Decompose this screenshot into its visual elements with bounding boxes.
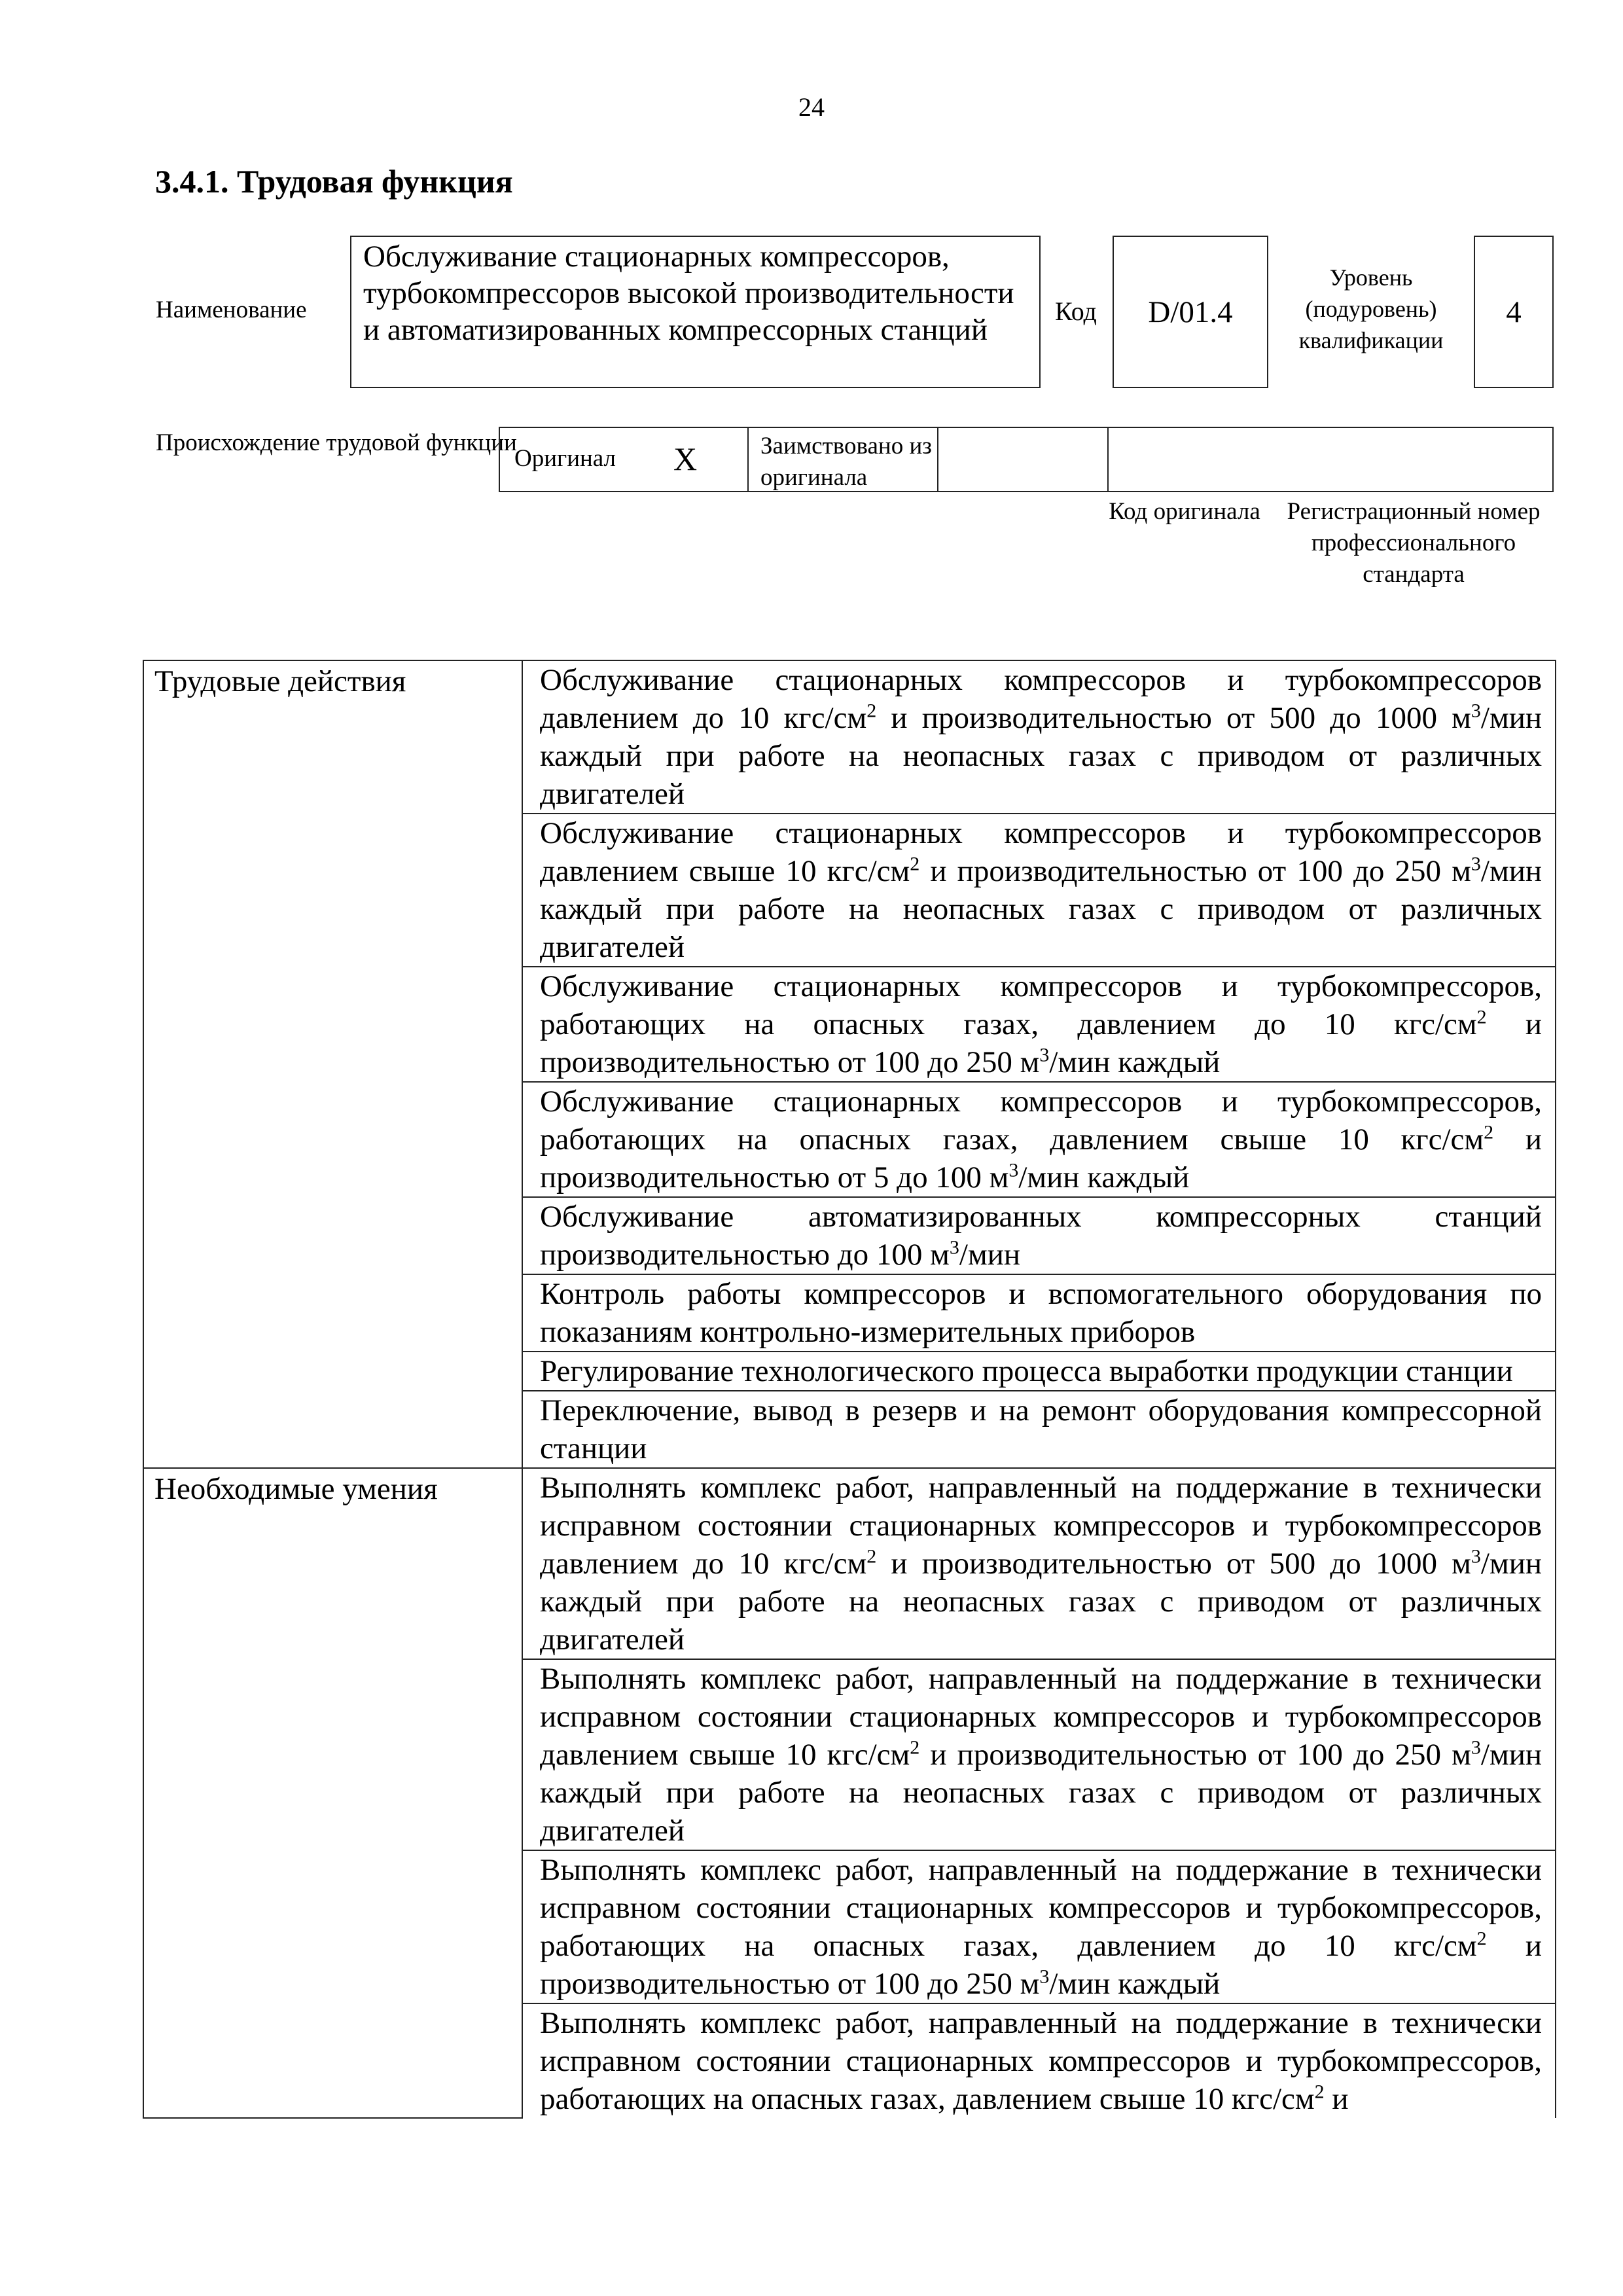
- skill-item: Выполнять комплекс работ, направленный на поддержание в технически исправном состоянии стационарных компрессоров и турбокомпрессоров, работающих на опасных газах, давлением свыше 10 кгс/$см^2$ и: [522, 2003, 1556, 2118]
- code-value: D/01.4: [1113, 236, 1268, 388]
- origin-original-cell: [500, 428, 749, 491]
- function-name-box: Обслуживание стационарных компрессоров, турбокомпрессоров высокой производительности и автоматизированных компрессорных станций: [350, 236, 1041, 388]
- labor-action-item: Регулирование технологического процесса выработки продукции станции: [522, 1352, 1556, 1391]
- level-value: 4: [1474, 236, 1554, 388]
- section-title: 3.4.1. Трудовая функция: [155, 163, 513, 200]
- name-label: Наименование: [156, 296, 307, 323]
- caption-reg-number: Регистрационный номер профессионального стандарта: [1287, 498, 1541, 588]
- origin-borrowed-cell: Заимствовано из оригинала: [749, 428, 938, 491]
- skill-item: Выполнять комплекс работ, направленный на поддержание в технически исправном состоянии стационарных компрессоров и турбокомпрессоров давлением до 10 кгс/$см^2$ и производительностью от 500 до 1000 $м^3$/мин каждый при работе на неопасных газах с приводом от различных двигателей: [522, 1468, 1556, 1659]
- origin-mark: X: [673, 440, 698, 477]
- reg-number-cell: [1109, 428, 1554, 491]
- skills-header: Необходимые умения: [143, 1468, 522, 2118]
- labor-action-item: Контроль работы компрессоров и вспомогательного оборудования по показаниям контрольно-измерительных приборов: [522, 1274, 1556, 1352]
- code-label: Код: [1055, 296, 1097, 326]
- origin-original-label: Оригинал: [514, 445, 616, 472]
- origin-table: [499, 427, 1554, 492]
- level-label: Уровень (подуровень) квалификации: [1298, 264, 1444, 353]
- original-code-cell: [938, 428, 1109, 491]
- table-row: [143, 1468, 1556, 1659]
- labor-actions-header: Трудовые действия: [143, 660, 522, 1468]
- labor-action-item: Обслуживание стационарных компрессоров и турбокомпрессоров, работающих на опасных газах, давлением свыше 10 кгс/$см^2$ и производительностью от 5 до 100 $м^3$/мин каждый: [522, 1082, 1556, 1197]
- labor-action-item: Обслуживание стационарных компрессоров и турбокомпрессоров давлением свыше 10 кгс/$см^2$ и производительностью от 100 до 250 $м^3$/мин каждый при работе на неопасных газах с приводом от различных двигателей: [522, 814, 1556, 967]
- table-row: [143, 660, 1556, 814]
- skill-item: Выполнять комплекс работ, направленный на поддержание в технически исправном состоянии стационарных компрессоров и турбокомпрессоров, работающих на опасных газах, давлением до 10 кгс/$см^2$ и производительностью от 100 до 250 $м^3$/мин каждый: [522, 1850, 1556, 2003]
- labor-action-item: Обслуживание автоматизированных компрессорных станций производительностью до 100 $м^3$/мин: [522, 1197, 1556, 1274]
- labor-action-item: Переключение, вывод в резерв и на ремонт оборудования компрессорной станции: [522, 1391, 1556, 1468]
- skill-item: Выполнять комплекс работ, направленный на поддержание в технически исправном состоянии стационарных компрессоров и турбокомпрессоров давлением свыше 10 кгс/$см^2$ и производительностью от 100 до 250 $м^3$/мин каждый при работе на неопасных газах с приводом от различных двигателей: [522, 1659, 1556, 1850]
- labor-action-item: Обслуживание стационарных компрессоров и турбокомпрессоров, работающих на опасных газах, давлением до 10 кгс/$см^2$ и производительностью от 100 до 250 $м^3$/мин каждый: [522, 967, 1556, 1082]
- function-content-table: [143, 660, 1556, 2119]
- page-number: 24: [798, 92, 825, 122]
- labor-action-item: Обслуживание стационарных компрессоров и турбокомпрессоров давлением до 10 кгс/$см^2$ и производительностью от 500 до 1000 $м^3$/мин каждый при работе на неопасных газах с приводом от различных двигателей: [522, 660, 1556, 814]
- origin-label: Происхождение трудовой функции: [156, 429, 517, 456]
- caption-original-code: Код оригинала: [1109, 498, 1260, 525]
